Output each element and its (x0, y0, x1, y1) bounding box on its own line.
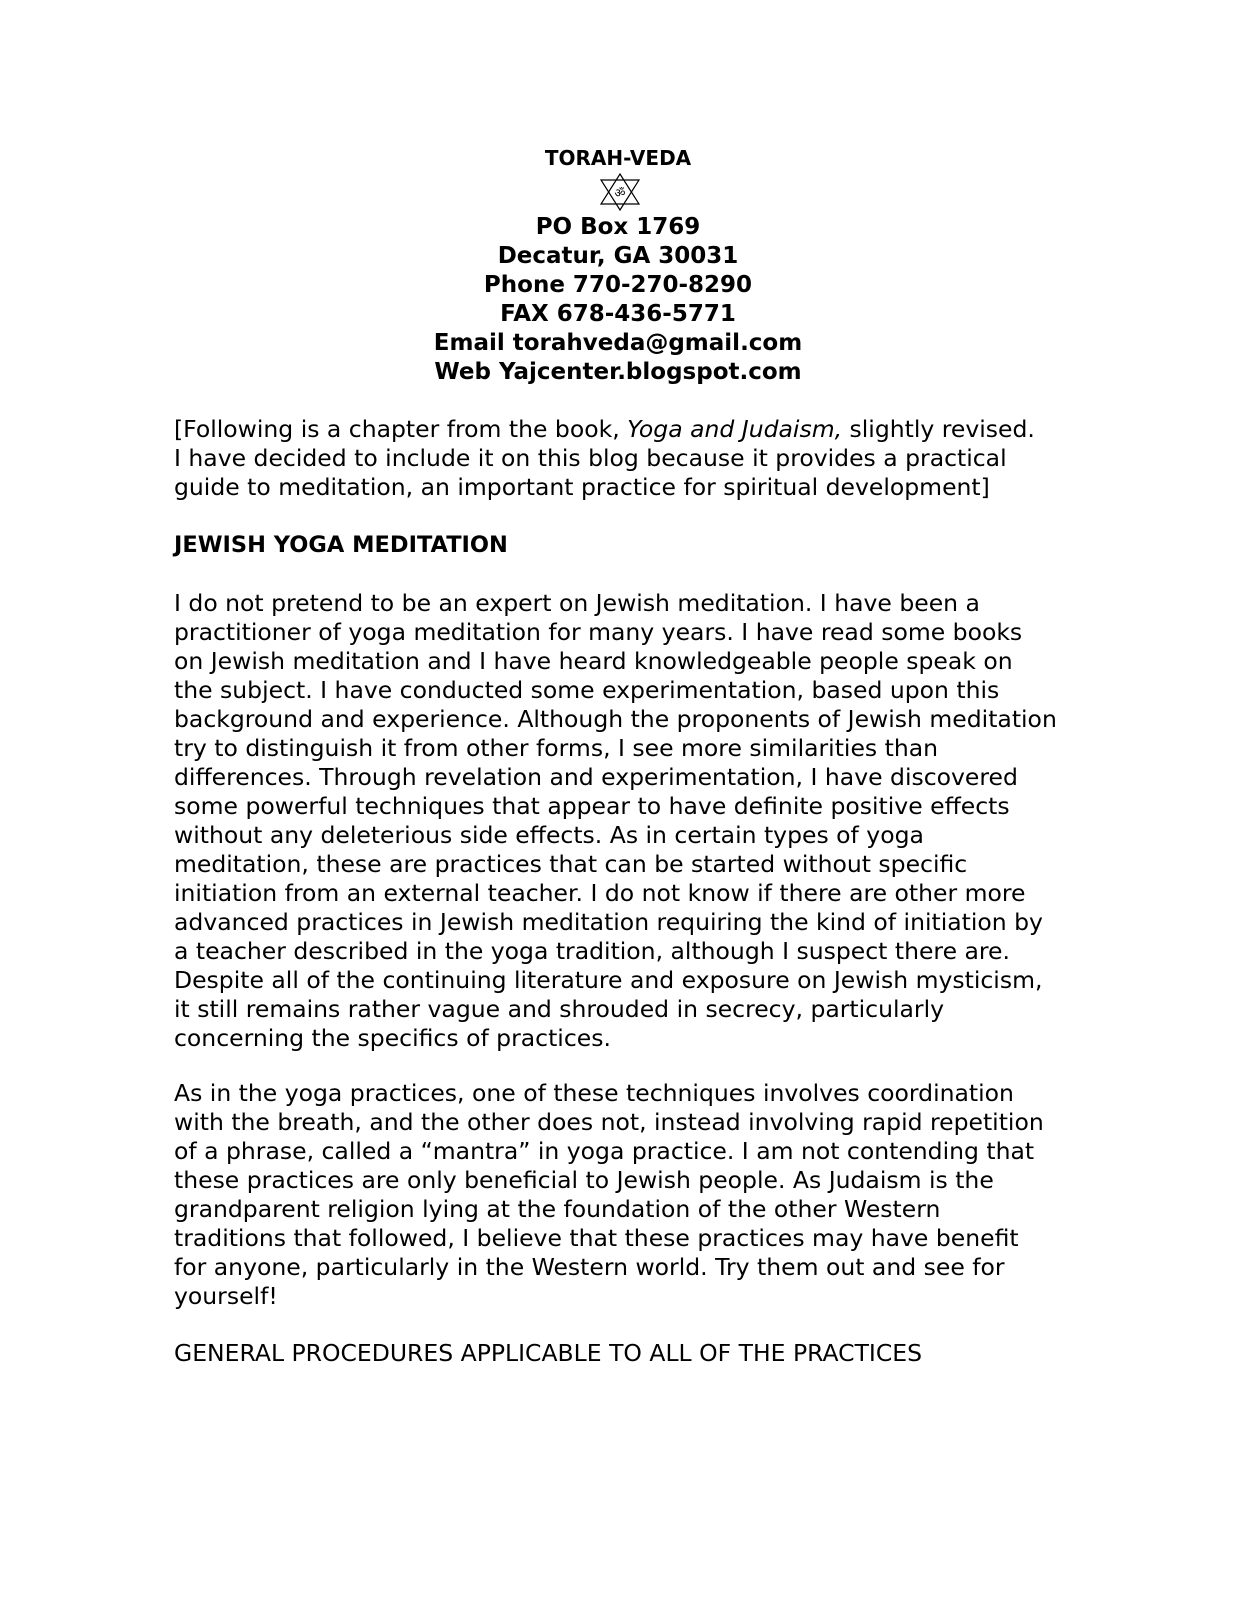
phone-number: Phone 770-270-8290 (483, 272, 753, 298)
paragraph-line: a teacher described in the yoga tradition, although I suspect there are. (174, 937, 1010, 965)
paragraph-line: yourself! (174, 1282, 278, 1310)
paragraph-1 (174, 589, 1094, 1053)
paragraph-line: advanced practices in Jewish meditation requiring the kind of initiation by (174, 908, 1043, 936)
paragraph-line: without any deleterious side effects. As in certain types of yoga (174, 821, 924, 849)
paragraph-line: the subject. I have conducted some experimentation, based upon this (174, 676, 1000, 704)
book-title: Yoga and Judaism, (627, 415, 843, 443)
paragraph-line: I do not pretend to be an expert on Jewish meditation. I have been a (174, 589, 980, 617)
paragraph-line: traditions that followed, I believe that these practices may have benefit (174, 1224, 1019, 1252)
paragraph-line: try to distinguish it from other forms, I see more similarities than (174, 734, 939, 762)
paragraph-line: differences. Through revelation and experimentation, I have discovered (174, 763, 1018, 791)
paragraph-2 (174, 1079, 1094, 1311)
paragraph-line: these practices are only beneficial to Jewish people. As Judaism is the (174, 1166, 994, 1194)
paragraph-line: of a phrase, called a “mantra” in yoga practice. I am not contending that (174, 1137, 1035, 1165)
web-address: Web Yajcenter.blogspot.com (434, 359, 802, 385)
paragraph-line: practitioner of yoga meditation for many years. I have read some books (174, 618, 1023, 646)
address-po-box: PO Box 1769 (535, 214, 701, 240)
paragraph-line: background and experience. Although the proponents of Jewish meditation (174, 705, 1057, 733)
paragraph-line: with the breath, and the other does not, instead involving rapid repetition (174, 1108, 1044, 1136)
subsection-heading: GENERAL PROCEDURES APPLICABLE TO ALL OF THE PRACTICES (174, 1339, 923, 1367)
paragraph-line: grandparent religion lying at the foundation of the other Western (174, 1195, 941, 1223)
address-city: Decatur, GA 30031 (497, 243, 739, 269)
paragraph-line: meditation, these are practices that can be started without specific (174, 850, 968, 878)
contact-block (0, 213, 1236, 387)
intro-paragraph (174, 415, 1094, 502)
fax-number: FAX 678-436-5771 (500, 301, 736, 327)
paragraph-line: for anyone, particularly in the Western world. Try them out and see for (174, 1253, 1005, 1281)
intro-line (174, 415, 1094, 444)
intro-text: [Following is a chapter from the book, (174, 415, 628, 443)
paragraph-line: As in the yoga practices, one of these techniques involves coordination (174, 1079, 1014, 1107)
star-of-david-om-icon (598, 172, 642, 212)
paragraph-line: on Jewish meditation and I have heard knowledgeable people speak on (174, 647, 1013, 675)
intro-text: slightly revised. (842, 415, 1035, 443)
paragraph-line: some powerful techniques that appear to have definite positive effects (174, 792, 1010, 820)
intro-line: I have decided to include it on this blog because it provides a practical (174, 444, 1007, 472)
section-heading: JEWISH YOGA MEDITATION (174, 532, 508, 558)
intro-line: guide to meditation, an important practice for spiritual development] (174, 473, 990, 501)
paragraph-line: concerning the specifics of practices. (174, 1024, 611, 1052)
organization-title: TORAH-VEDA (544, 146, 692, 170)
email-address: Email torahveda@gmail.com (433, 330, 803, 356)
paragraph-line: it still remains rather vague and shrouded in secrecy, particularly (174, 995, 945, 1023)
svg-text:ॐ: ॐ (614, 186, 626, 200)
paragraph-line: initiation from an external teacher. I do not know if there are other more (174, 879, 1026, 907)
paragraph-line: Despite all of the continuing literature and exposure on Jewish mysticism, (174, 966, 1043, 994)
